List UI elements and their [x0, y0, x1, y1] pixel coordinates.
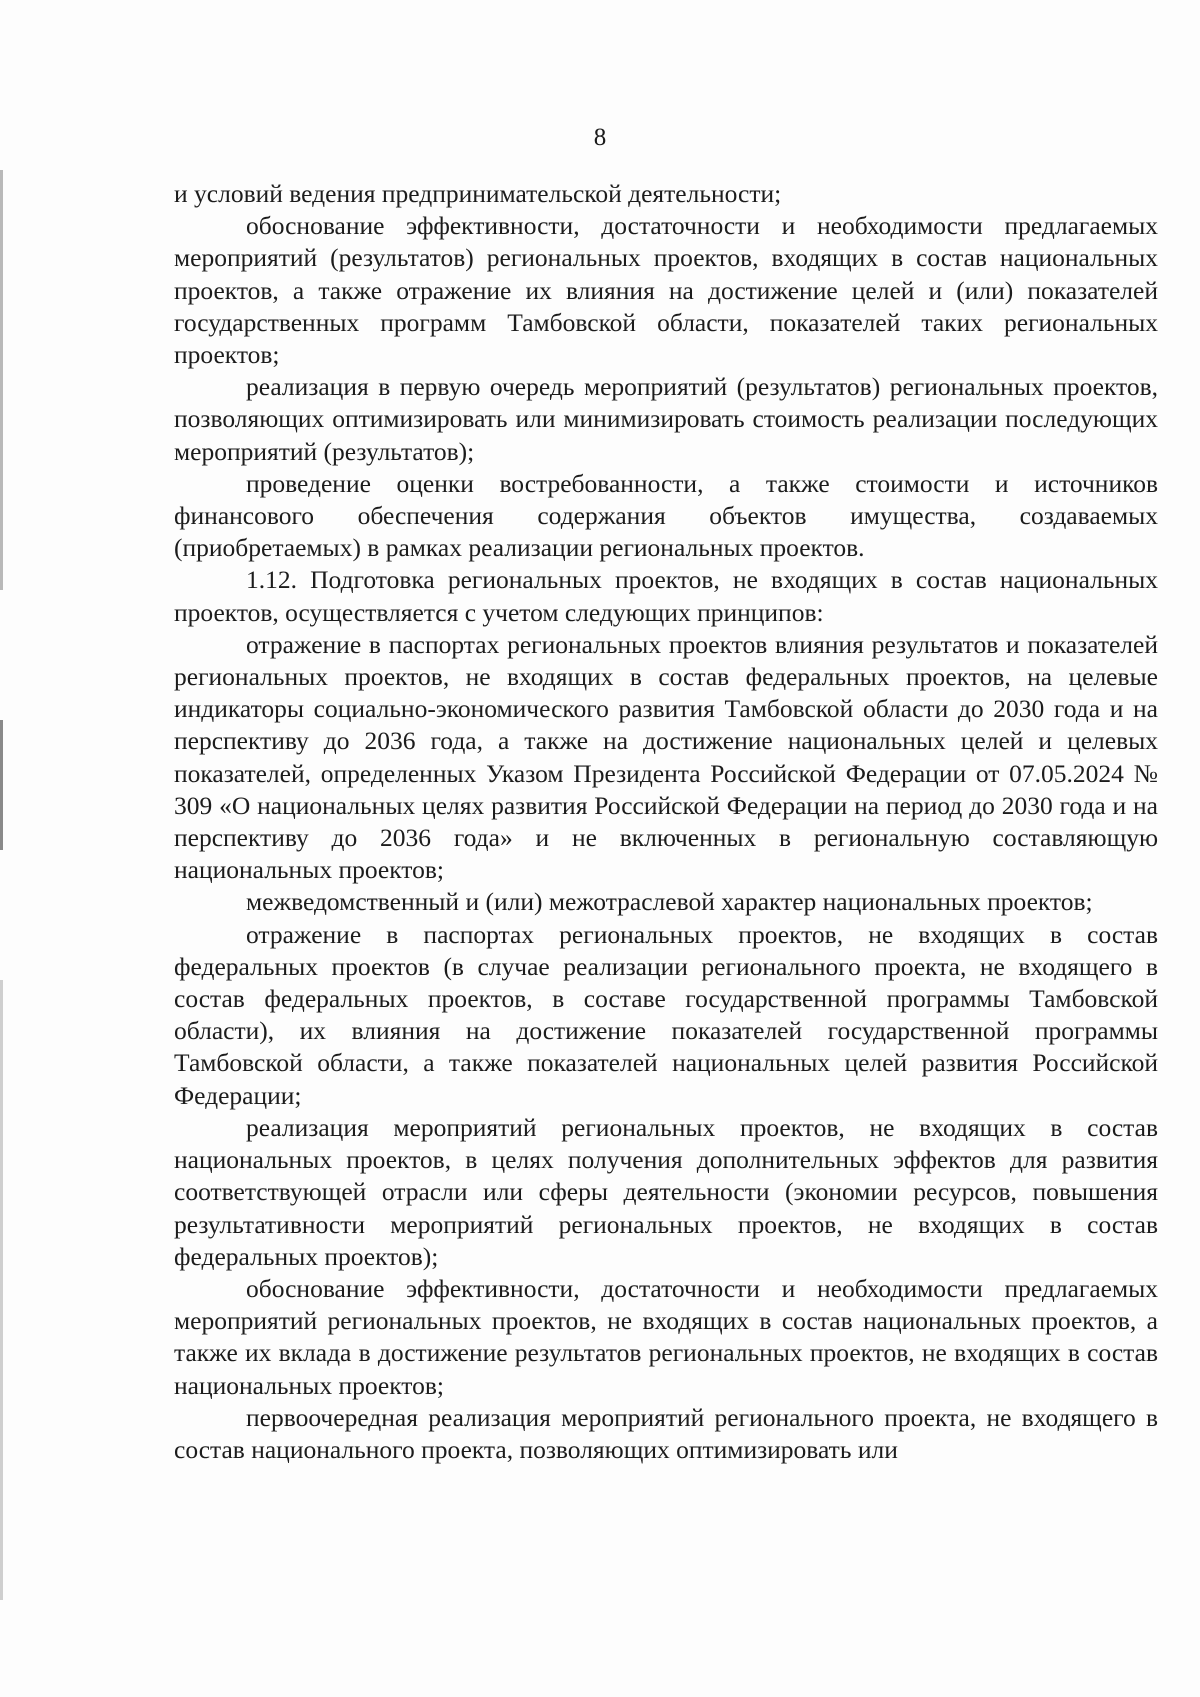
document-body: [174, 178, 1158, 1466]
paragraph: обоснование эффективности, достаточности и необходимости предлагаемых мероприятий региональных проектов, не входящих в состав национальных проектов, а также их вклада в достижение результатов региональных проектов, не входящих в состав национальных проектов;: [174, 1273, 1158, 1400]
paragraph: отражение в паспортах региональных проектов, не входящих в состав федеральных проектов (в случае реализации регионального проекта, не входящего в состав федеральных проектов, в составе государственной программы Тамбовской области), их влияния на достижение показателей государственной программы Тамбовской области, а также показателей национальных целей развития Российской Федерации;: [174, 919, 1158, 1110]
paragraph: и условий ведения предпринимательской деятельности;: [174, 179, 782, 208]
paragraph: отражение в паспортах региональных проектов влияния результатов и показателей региональных проектов, не входящих в состав федеральных проектов, на целевые индикаторы социально-экономического развития Тамбовской области до 2030 года и на перспективу до 2036 года, а также на достижение национальных целей и целевых показателей, определенных Указом Президента Российской Федерации от 07.05.2024 № 309 «О национальных целях развития Российской Федерации на период до 2030 года и на перспективу до 2036 года» и не включенных в региональную составляющую национальных проектов;: [174, 629, 1158, 885]
scan-edge-shadow: [0, 170, 3, 590]
paragraph: обоснование эффективности, достаточности и необходимости предлагаемых мероприятий (результатов) региональных проектов, входящих в состав национальных проектов, а также отражение их влияния на достижение целей и (или) показателей государственных программ Тамбовской области, показателей таких региональных проектов;: [174, 211, 1158, 370]
scan-edge-shadow: [0, 720, 3, 850]
scan-edge-shadow: [0, 980, 3, 1600]
paragraph: реализация в первую очередь мероприятий (результатов) региональных проектов, позволяющих оптимизировать или минимизировать стоимость реализации последующих мероприятий (результатов);: [174, 372, 1158, 466]
page-number: 8: [593, 124, 607, 151]
paragraph: первоочередная реализация мероприятий регионального проекта, не входящего в состав национального проекта, позволяющих оптимизировать или: [174, 1402, 1158, 1464]
paragraph: реализация мероприятий региональных проектов, не входящих в состав национальных проектов, в целях получения дополнительных эффектов для развития соответствующей отрасли или сферы деятельности (экономии ресурсов, повышения результативности мероприятий региональных проектов, не входящих в состав федеральных проектов);: [174, 1112, 1158, 1271]
paragraph: 1.12. Подготовка региональных проектов, не входящих в состав национальных проектов, осуществляется с учетом следующих принципов:: [174, 565, 1158, 627]
paragraph: проведение оценки востребованности, а также стоимости и источников финансового обеспечения содержания объектов имущества, создаваемых (приобретаемых) в рамках реализации региональных проектов.: [174, 468, 1158, 563]
paragraph: межведомственный и (или) межотраслевой характер национальных проектов;: [246, 887, 1093, 917]
